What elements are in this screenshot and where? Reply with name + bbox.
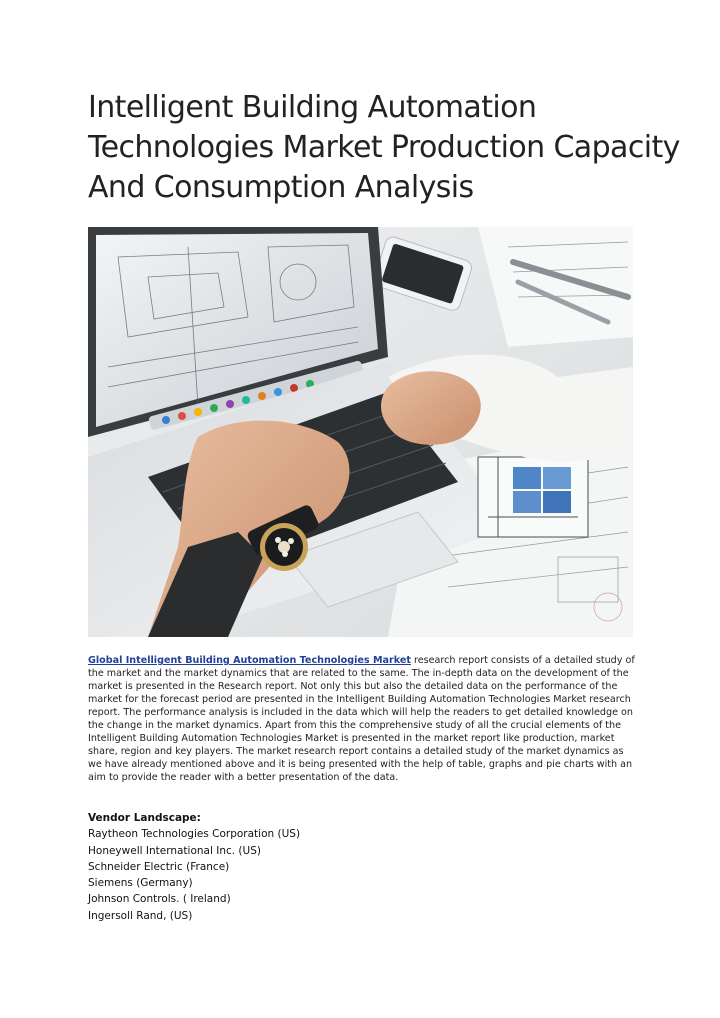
title-line-2: Technologies Market Production Capacity [88,130,680,165]
vendor-item: Honeywell International Inc. (US) [88,844,261,857]
title-line-3: And Consumption Analysis [88,170,474,205]
vendor-item: Siemens (Germany) [88,877,193,890]
page-title [88,88,680,208]
vendor-item: Schneider Electric (France) [88,860,230,873]
vendor-item: Ingersoll Rand, (US) [88,909,193,922]
vendor-landscape [88,810,628,924]
vendor-list [88,826,628,924]
vendor-item: Raytheon Technologies Corporation (US) [88,828,301,841]
article-paragraph [88,655,636,785]
vendor-item: Johnson Controls. ( Ireland) [88,893,231,906]
market-link[interactable]: Global Intelligent Building Automation Technologies Market [88,655,411,666]
hero-image [88,227,633,637]
title-line-1: Intelligent Building Automation [88,90,537,125]
article-body: research report consists of a detailed study of the market and the market dynamics that are related to the same. The in-depth data on the development of the market is presented in the Research report. Not only this but also the detailed data on the performance of the market for the forecast period are presented in the Intelligent Building Automation Technologies Market research report. The performance analysis is included in the data which will help the readers to get detailed knowledge on the change in the market dynamics. Apart from this the comprehensive study of all the crucial elements of the Intelligent Building Automation Technologies Market is presented in the market report like production, market share, region and key players. The market research report contains a detailed study of the market dynamics as we have already mentioned above and it is being presented with the help of table, graphs and pie charts with an aim to provide the reader with a better presentation of the data. [88,655,635,783]
vendor-heading: Vendor Landscape: [88,812,201,824]
